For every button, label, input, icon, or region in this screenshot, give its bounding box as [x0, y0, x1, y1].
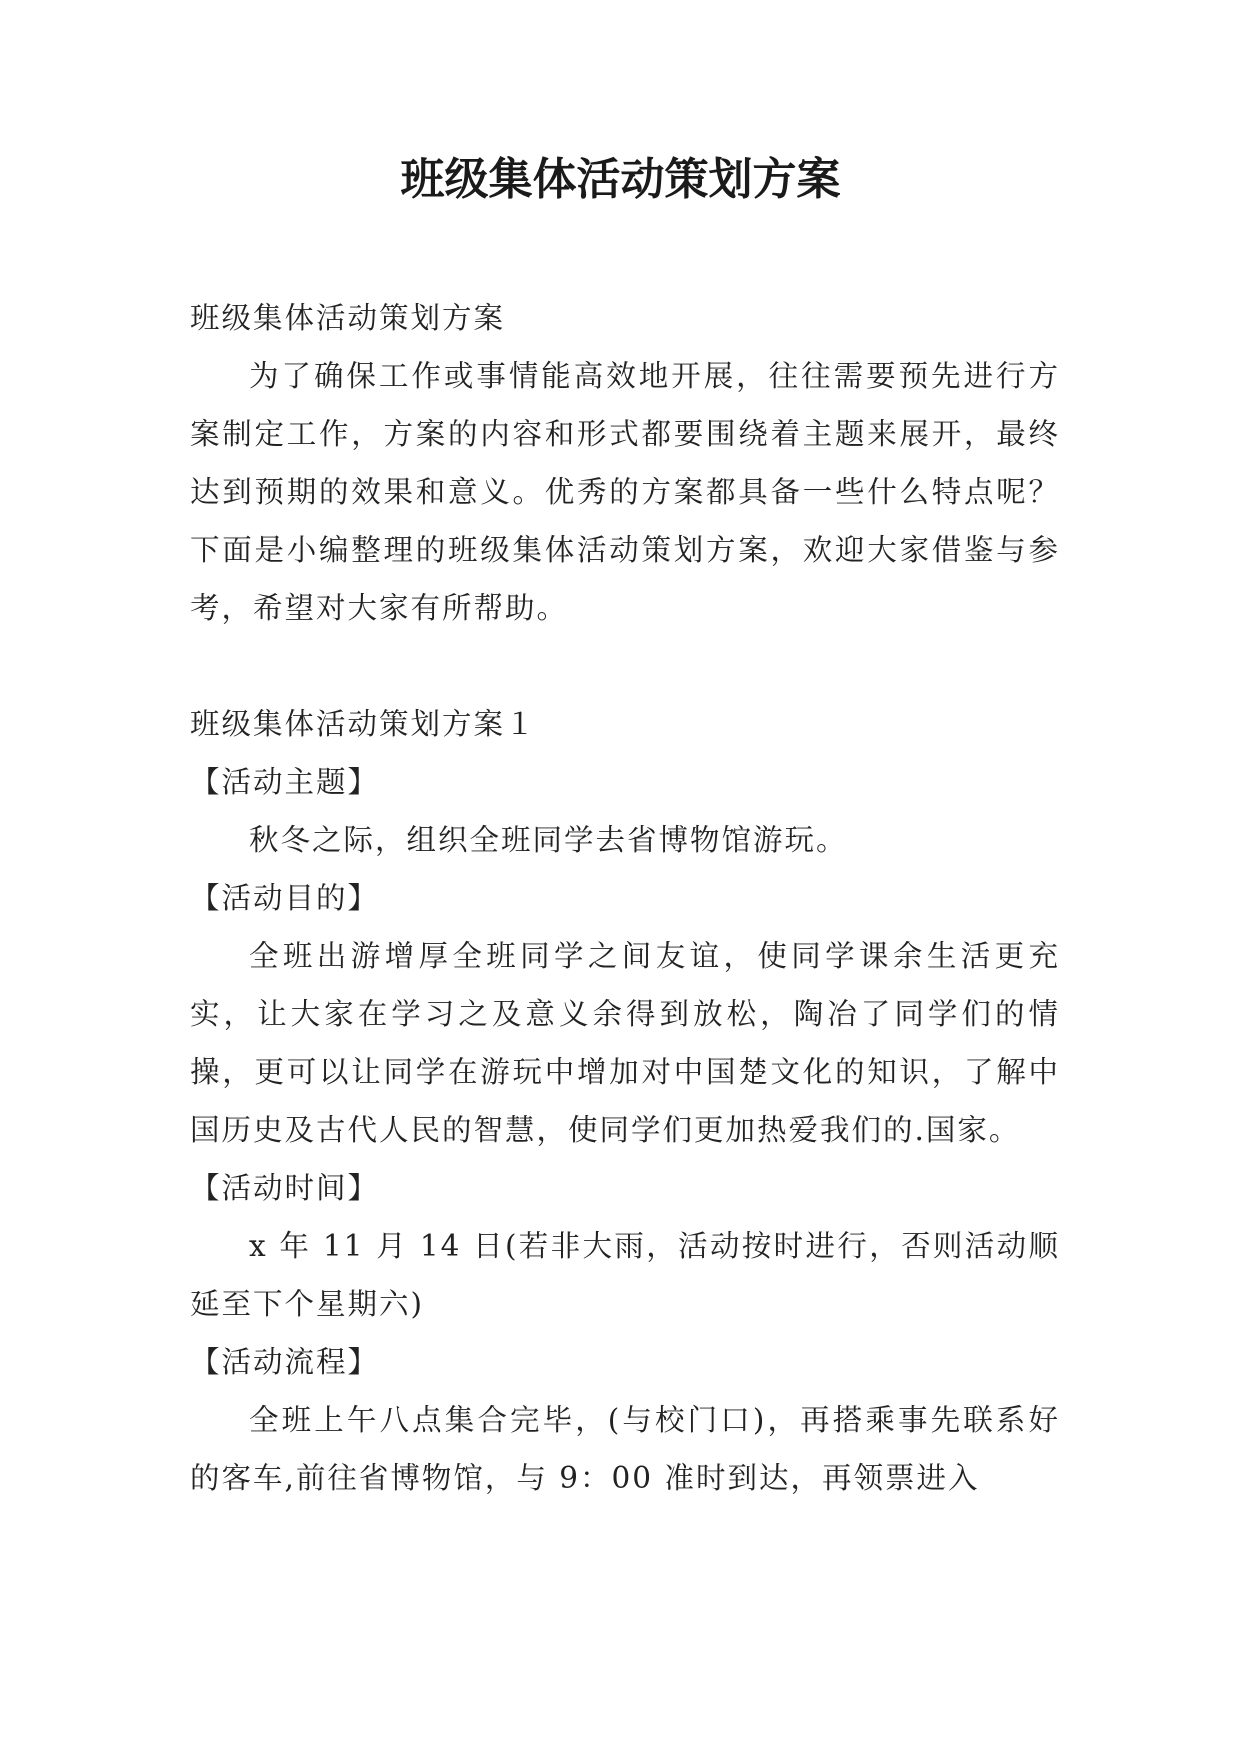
document-body: [190, 289, 1060, 1507]
process-heading: 【活动流程】: [190, 1345, 380, 1379]
theme-paragraph: 秋冬之际，组织全班同学去省博物馆游玩。: [249, 823, 848, 857]
purpose-paragraph: 全班出游增厚全班同学之间友谊，使同学课余生活更充实，让大家在学习之及意义余得到放松，陶冶了同学们的情操，更可以让同学在游玩中增加对中国楚文化的知识，了解中国历史及古代人民的智慧，使同学们更加热爱我们的.国家。: [190, 939, 1060, 1147]
document-title: 班级集体活动策划方案: [400, 154, 841, 205]
section-spacer: [190, 637, 1060, 695]
time-heading: 【活动时间】: [190, 1171, 380, 1205]
document-subtitle: 班级集体活动策划方案: [190, 301, 506, 335]
intro-paragraph: 为了确保工作或事情能高效地开展，往往需要预先进行方案制定工作，方案的内容和形式都要围绕着主题来展开，最终达到预期的效果和意义。优秀的方案都具备一些什么特点呢？下面是小编整理的班级集体活动策划方案，欢迎大家借鉴与参考，希望对大家有所帮助。: [190, 359, 1060, 625]
section-title: 班级集体活动策划方案１: [190, 707, 537, 741]
process-paragraph: 全班上午八点集合完毕，(与校门口)，再搭乘事先联系好的客车,前往省博物馆，与 9：00 准时到达，再领票进入: [190, 1403, 1060, 1495]
theme-heading: 【活动主题】: [190, 765, 380, 799]
time-paragraph: x 年 11 月 14 日(若非大雨，活动按时进行，否则活动顺延至下个星期六): [190, 1229, 1060, 1321]
purpose-heading: 【活动目的】: [190, 881, 380, 915]
